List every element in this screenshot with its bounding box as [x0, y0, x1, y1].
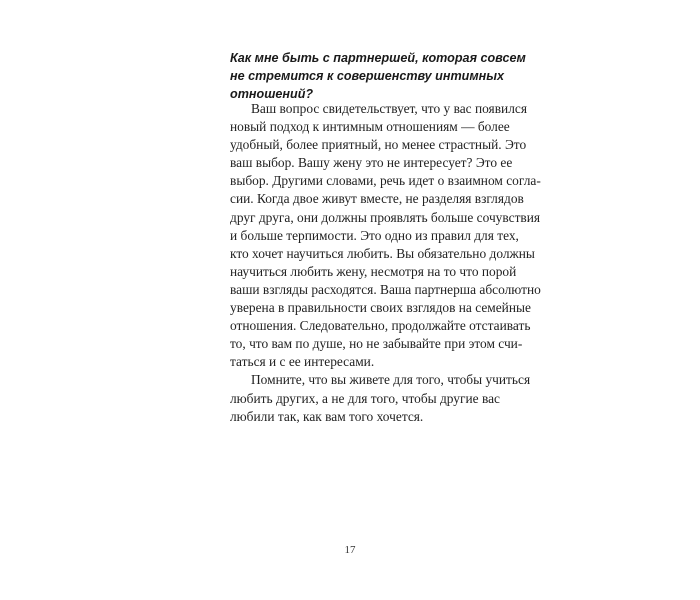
text-line: сии. Когда двое живут вместе, не разделяя взглядов — [230, 191, 524, 207]
paragraph-1 — [230, 100, 541, 371]
question-line: отношений? — [230, 87, 314, 101]
text-line: уверена в правильности своих взглядов на семейные — [230, 300, 531, 316]
text-line: и больше терпимости. Это одно из правил для тех, — [230, 227, 519, 243]
text-line: Помните, что вы живете для того, чтобы учиться — [251, 372, 531, 388]
page-number: 17 — [344, 544, 356, 556]
text-line: ваш выбор. Вашу жену это не интересует? Это ее — [230, 155, 513, 171]
text-line: удобный, более приятный, но менее страстный. Это — [230, 137, 527, 153]
question-line: Как мне быть с партнершей, которая совсем — [230, 51, 526, 65]
answer-text — [230, 100, 541, 426]
text-line: Ваш вопрос свидетельствует, что у вас появился — [251, 101, 527, 116]
text-line: выбор. Другими словами, речь идет о взаимном согла- — [230, 173, 541, 189]
text-line: любить других, а не для того, чтобы другие вас — [230, 390, 500, 406]
text-line: научиться любить жену, несмотря на то что порой — [230, 263, 517, 279]
text-line: кто хочет научиться любить. Вы обязательно должны — [230, 245, 535, 261]
paragraph-2 — [230, 371, 531, 425]
text-line: ваши взгляды расходятся. Ваша партнерша абсолютно — [230, 281, 541, 297]
text-line: друг друга, они должны проявлять больше сочувствия — [230, 209, 541, 225]
question-line: не стремится к совершенству интимных — [230, 69, 505, 83]
question-heading — [230, 49, 526, 103]
text-line: новый подход к интимным отношениям — более — [230, 119, 510, 135]
text-line: то, что вам по душе, но не забывайте при этом счи- — [230, 336, 523, 352]
text-line: таться и с ее интересами. — [230, 354, 375, 370]
text-line: любили так, как вам того хочется. — [230, 408, 424, 424]
text-line: отношения. Следовательно, продолжайте отстаивать — [230, 318, 531, 334]
